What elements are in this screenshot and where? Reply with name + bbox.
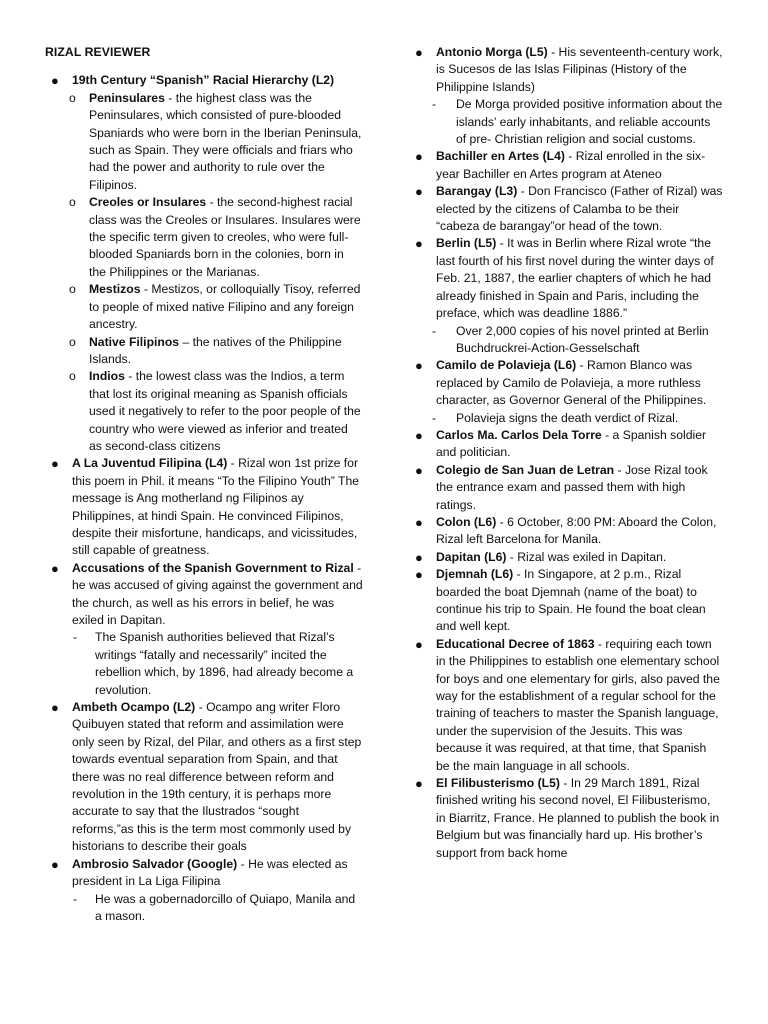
entry-term: Colegio de San Juan de Letran xyxy=(436,462,615,477)
entry-text: - Rizal won 1st prize for this poem in Phil. it means “To the Filipino Youth” The message is Ang motherland ng Filipinos ay Philippines, at hindi Spain. He convinced Filipinos, despite their misfortune, handicaps, and vicissitudes, still capable of greatness. xyxy=(72,456,360,558)
bullet-icon: ● xyxy=(51,456,59,472)
bullet-icon: ● xyxy=(415,462,423,478)
sub-term: Creoles or Insulares xyxy=(89,195,207,210)
entry-text: - It was in Berlin where Rizal wrote “the last fourth of his first novel during the winter days of Feb. 21, 1887, the earlier chapters of which he had already finished in Spain and Paris, including the preface, which was deadline 1886.” xyxy=(436,236,714,321)
entry-ambeth-ocampo xyxy=(45,699,363,856)
bullet-icon: ● xyxy=(415,567,423,583)
entry-text: - In Singapore, at 2 p.m., Rizal boarded the boat Djemnah (name of the boat) to continue his trip to Spain. He found the boat clean and well kept. xyxy=(436,567,706,634)
bullet-icon: ● xyxy=(415,149,423,165)
entry-term: Ambeth Ocampo (L2) xyxy=(72,700,196,715)
dash-text: He was a gobernadorcillo of Quiapo, Manila and a mason. xyxy=(95,891,356,923)
bullet-icon: ● xyxy=(415,427,423,443)
entry-term: Dapitan (L6) xyxy=(436,549,507,564)
sub-text: - the lowest class was the Indios, a term that lost its original meaning as Spanish officials used it negatively to refer to the poor people of the country who were viewed as inferior and treated as second-class citizens xyxy=(89,369,361,453)
entry-text: - His seventeenth-century work, is Sucesos de las Islas Filipinas (History of the Philippine Islands) xyxy=(436,45,723,94)
entry-term: Educational Decree of 1863 xyxy=(436,636,595,651)
entry-text: - Ocampo ang writer Floro Quibuyen stated that reform and assimilation were only seen by Rizal, del Pilar, and others as a first step towards eventual separation from Spain, and that there was no real difference between reform and revolution in the 19th century, it is perhaps more accurate to say that the Ilustrados “sought reforms,”as this is the term most commonly used by historians to describe their goals xyxy=(72,700,362,854)
circle-bullet-icon: o xyxy=(69,334,76,349)
sub-term: Indios xyxy=(89,369,125,384)
entry-term: Djemnah (L6) xyxy=(436,567,514,582)
entry-text: - Jose Rizal took the entrance exam and passed them with high ratings. xyxy=(436,462,708,512)
left-column xyxy=(45,44,363,925)
entry-text: - requiring each town in the Philippines to establish one elementary school for boys and one elementary for girls, also paved the way for the establishment of a regular school for the training of teachers to master the Spanish language, under the supervision of the Jesuits. This was because it was required, at that time, that Spanish be the main language in all schools. xyxy=(436,636,720,773)
entry-term: Barangay (L3) xyxy=(436,184,518,199)
bullet-icon: ● xyxy=(415,236,423,252)
entry-text: - Ramon Blanco was replaced by Camilo de Polavieja, a more ruthless character, as Governor General of the Philippines. xyxy=(436,358,707,408)
sub-item-native-filipinos xyxy=(45,334,363,369)
entry-camilo-de-polavieja xyxy=(409,357,723,409)
bullet-icon: ● xyxy=(415,636,423,652)
entry-barangay xyxy=(409,183,723,235)
bullet-icon: ● xyxy=(51,856,59,872)
entry-dapitan xyxy=(409,549,723,566)
entry-term: El Filibusterismo (L5) xyxy=(436,776,560,791)
dash-icon: - xyxy=(73,891,78,906)
dash-text: Polavieja signs the death verdict of Rizal. xyxy=(456,410,679,425)
sub-term: Peninsulares xyxy=(89,90,165,105)
entry-term: Accusations of the Spanish Government to Rizal xyxy=(72,560,354,575)
entry-term: Carlos Ma. Carlos Dela Torre xyxy=(436,427,602,442)
entry-juventud-filipina xyxy=(45,455,363,559)
bullet-icon: ● xyxy=(51,700,59,716)
dash-text: Over 2,000 copies of his novel printed at Berlin Buchdruckrei-Action-Gesselschaft xyxy=(456,323,709,355)
bullet-icon: ● xyxy=(415,514,423,530)
circle-bullet-icon: o xyxy=(69,90,76,105)
dash-text: De Morga provided positive information about the islands’ early inhabitants, and reliable accounts of pre- Christian religion and social customs. xyxy=(456,97,723,147)
dash-item-accusations xyxy=(45,629,363,699)
entry-text: - a Spanish soldier and politician. xyxy=(436,427,707,460)
sub-item-mestizos xyxy=(45,281,363,333)
entry-text: - He was elected as president in La Liga Filipina xyxy=(72,856,348,889)
dash-icon: - xyxy=(432,323,437,338)
entry-djemnah xyxy=(409,566,723,636)
bullet-icon: ● xyxy=(415,549,423,565)
entry-antonio-morga xyxy=(409,44,723,96)
sub-text: - Mestizos, or colloquially Tisoy, referred to people of mixed native Filipino and any foreign ancestry. xyxy=(89,282,361,332)
entry-term: Bachiller en Artes (L4) xyxy=(436,149,565,164)
entry-term: Antonio Morga (L5) xyxy=(436,45,548,59)
sub-item-peninsulares xyxy=(45,90,363,194)
bullet-icon: ● xyxy=(51,560,59,576)
entry-text: - he was accused of giving against the government and the church, as well as his errors in belief, he was exiled in Dapitan. xyxy=(72,560,363,627)
dash-item-salvador xyxy=(45,891,363,926)
entry-text: - 6 October, 8:00 PM: Aboard the Colon, Rizal left Barcelona for Manila. xyxy=(436,514,717,547)
entry-colon xyxy=(409,514,723,549)
circle-bullet-icon: o xyxy=(69,282,76,297)
bullet-icon: ● xyxy=(415,45,423,60)
entry-ambrosio-salvador xyxy=(45,856,363,891)
sub-text: – the natives of the Philippine Islands. xyxy=(89,334,342,366)
bullet-icon: ● xyxy=(415,776,423,792)
entry-bachiller-en-artes xyxy=(409,148,723,183)
sub-term: Native Filipinos xyxy=(89,334,180,349)
dash-icon: - xyxy=(432,410,437,425)
entry-educational-decree xyxy=(409,636,723,775)
circle-bullet-icon: o xyxy=(69,195,76,210)
bullet-icon: ● xyxy=(51,73,59,89)
sub-item-creoles xyxy=(45,194,363,281)
page-title: RIZAL REVIEWER xyxy=(45,45,151,59)
entry-accusations xyxy=(45,560,363,630)
entry-term: Ambrosio Salvador (Google) xyxy=(72,856,238,871)
entry-el-filibusterismo xyxy=(409,775,723,862)
sub-text: - the highest class was the Peninsulares, which consisted of pure-blooded Spaniards who were born in the Iberian Peninsula, such as Spain. They were officials and friars who had the power and authority to rule over the Filipinos. xyxy=(89,90,362,192)
entry-term: Camilo de Polavieja (L6) xyxy=(436,358,577,373)
sub-text: - the second-highest racial class was the Creoles or Insulares. Insulares were the specific term given to creoles, who were full-blooded Spaniards born in the colonies, born in the Philippines or the Marianas. xyxy=(89,195,361,279)
entry-term: A La Juventud Filipina (L4) xyxy=(72,456,228,471)
entry-racial-hierarchy xyxy=(45,72,363,89)
dash-item-polavieja xyxy=(409,410,723,427)
entry-colegio-letran xyxy=(409,462,723,514)
right-column xyxy=(409,44,723,862)
dash-icon: - xyxy=(432,97,437,112)
entry-berlin xyxy=(409,235,723,322)
entry-text: - In 29 March 1891, Rizal finished writing his second novel, El Filibusterismo, in Biarritz, France. He planned to publish the book in Belgium but was financially hard up. His brother’s support from back home xyxy=(436,776,720,860)
dash-item-berlin xyxy=(409,323,723,358)
sub-item-indios xyxy=(45,368,363,455)
entry-carlos-dela-torre xyxy=(409,427,723,462)
entry-term: Colon (L6) xyxy=(436,514,497,529)
circle-bullet-icon: o xyxy=(69,369,76,384)
entry-term: Berlin (L5) xyxy=(436,236,497,251)
dash-icon: - xyxy=(73,630,78,645)
entry-term: 19th Century “Spanish” Racial Hierarchy (L2) xyxy=(72,73,335,88)
sub-term: Mestizos xyxy=(89,282,141,297)
bullet-icon: ● xyxy=(415,184,423,200)
bullet-icon: ● xyxy=(415,358,423,374)
dash-item-morga xyxy=(409,96,723,148)
entry-text: - Don Francisco (Father of Rizal) was elected by the citizens of Calamba to be their “cabeza de barangay”or head of the town. xyxy=(436,184,723,234)
entry-text: - Rizal enrolled in the six-year Bachiller en Artes program at Ateneo xyxy=(436,149,706,181)
dash-text: The Spanish authorities believed that Rizal’s writings “fatally and necessarily” incited the rebellion which, by 1896, had already become a revolution. xyxy=(95,630,354,697)
entry-text: - Rizal was exiled in Dapitan. xyxy=(506,549,667,564)
